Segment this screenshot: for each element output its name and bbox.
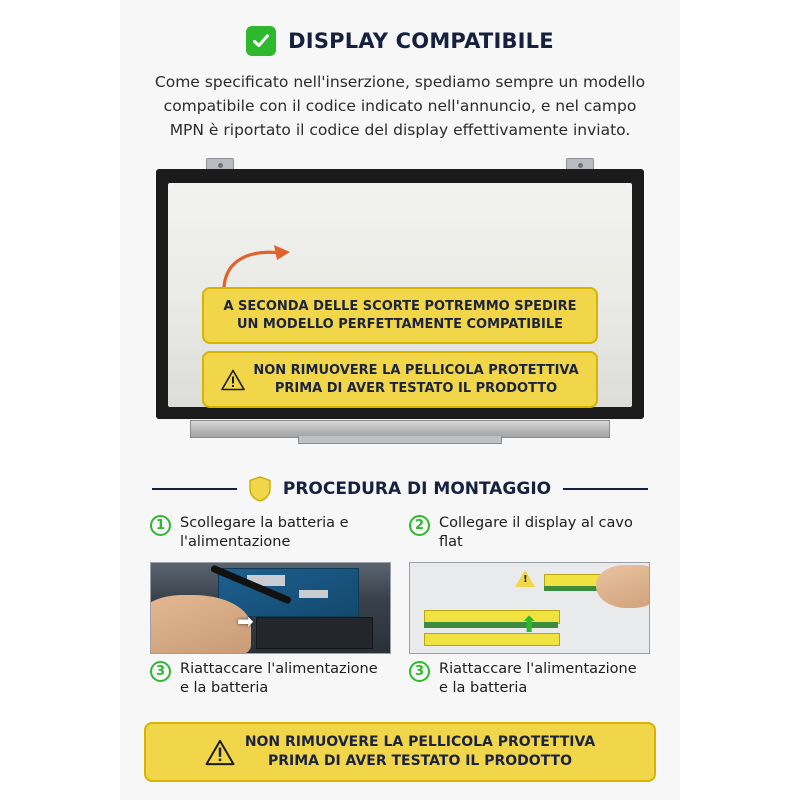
step-2-number: 2 <box>409 515 430 536</box>
check-square-icon <box>246 26 276 56</box>
display-surface <box>168 183 632 407</box>
motherboard-battery-photo <box>150 562 391 654</box>
step-3-right <box>409 660 650 698</box>
step-2-text: Collegare il display al cavo flat <box>439 515 633 550</box>
curved-arrow-icon <box>220 243 300 289</box>
step-2 <box>409 514 650 552</box>
header <box>120 0 680 56</box>
step-3-right-number: 3 <box>409 661 430 682</box>
film-warning-line1: NON RIMUOVERE LA PELLICOLA PROTETTIVA <box>253 363 579 379</box>
display-bezel <box>156 169 644 419</box>
bottom-warning-line2: PRIMA DI AVER TESTATO IL PRODOTTO <box>267 753 573 770</box>
white-arrow-icon: ➡ <box>237 609 254 634</box>
compatibility-notice-line1: A SECONDA DELLE SCORTE POTREMMO SPEDIRE <box>223 299 577 315</box>
display-foot <box>298 436 502 444</box>
flat-cable-connector-photo <box>409 562 650 654</box>
bottom-warning-banner <box>144 722 656 782</box>
chip-graphic <box>299 590 328 598</box>
warning-triangle-icon <box>221 369 245 391</box>
compatibility-notice-line2: UN MODELLO PERFETTAMENTE COMPATIBILE <box>236 316 564 332</box>
warning-triangle-icon <box>515 570 535 587</box>
steps-grid <box>150 514 650 697</box>
battery-graphic <box>256 617 373 650</box>
page-title: DISPLAY COMPATIBILE <box>288 29 554 53</box>
finger-graphic <box>596 565 650 608</box>
display-panel-illustration <box>148 158 652 458</box>
green-arrow-icon: ⬆ <box>519 612 539 638</box>
step-1-text: Scollegare la batteria e l'alimentazione <box>180 515 349 550</box>
film-warning-notice <box>202 351 598 408</box>
step-3-left-text: Riattaccare l'alimentazione e la batteria <box>180 660 378 696</box>
connector-graphic <box>424 633 560 646</box>
procedure-header <box>152 476 648 502</box>
intro-text: Come specificato nell'inserzione, spediamo sempre un modello compatibile con il codice indicato nell'annuncio, e nel campo MPN è riportato il codice del display effettivamente inviato. <box>154 73 646 140</box>
step-3-left <box>150 660 391 698</box>
warning-triangle-icon <box>205 739 235 766</box>
step-1 <box>150 514 391 552</box>
film-warning-line2: PRIMA DI AVER TESTATO IL PRODOTTO <box>274 380 558 396</box>
compatibility-notice <box>202 287 598 344</box>
divider-left <box>152 488 237 490</box>
bottom-warning-line1: NON RIMUOVERE LA PELLICOLA PROTETTIVA <box>244 734 596 751</box>
divider-right <box>563 488 648 490</box>
content-sheet <box>120 0 680 800</box>
procedure-title: PROCEDURA DI MONTAGGIO <box>282 479 552 500</box>
shield-icon <box>249 476 271 502</box>
step-3-right-text: Riattaccare l'alimentazione e la batteria <box>439 660 637 696</box>
step-1-number: 1 <box>150 515 171 536</box>
step-3-left-number: 3 <box>150 661 171 682</box>
